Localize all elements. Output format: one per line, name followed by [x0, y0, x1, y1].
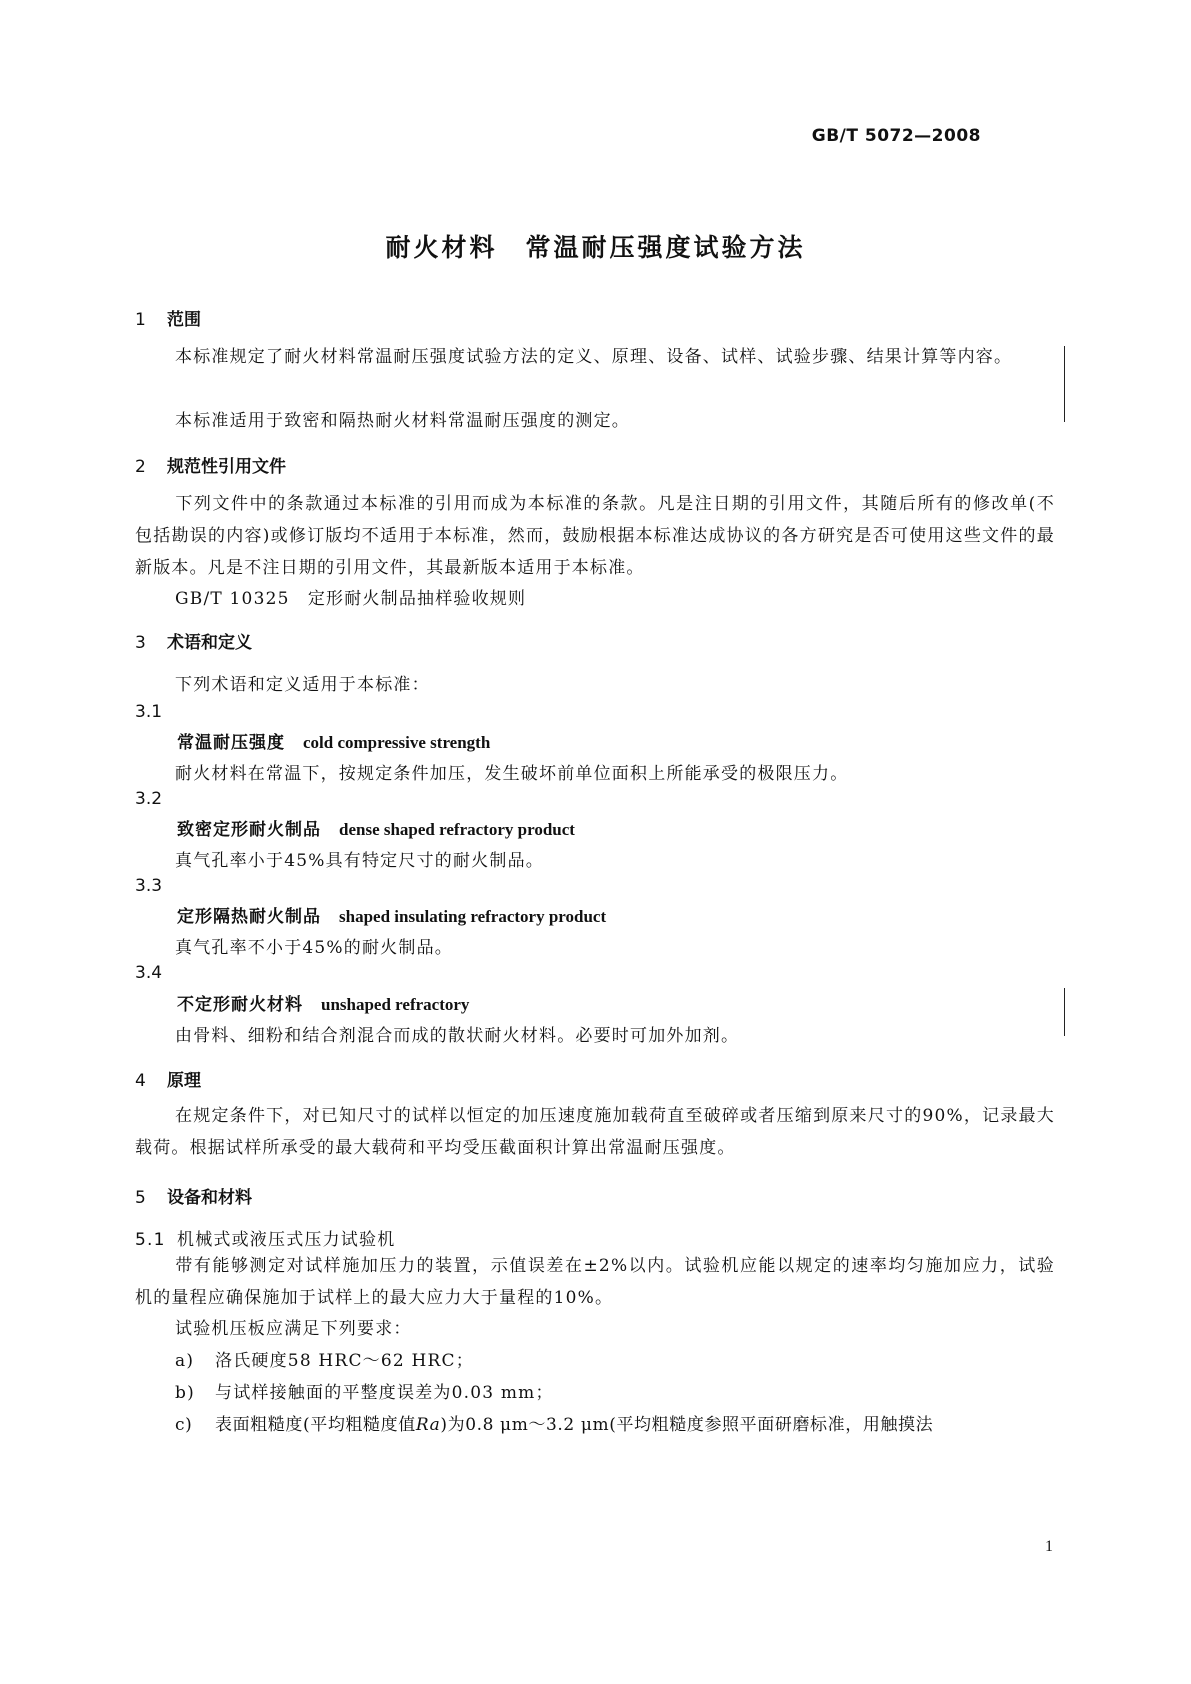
term-heading: 不定形耐火材料 unshaped refractory [177, 995, 470, 1015]
change-bar [1064, 346, 1065, 422]
section-4-paragraph-1: 在规定条件下，对已知尺寸的试样以恒定的加压速度施加载荷直至破碎或者压缩到原来尺寸的90%，记录最大载荷。根据试样所承受的最大载荷和平均受压截面积计算出常温耐压强度。 [135, 1106, 1055, 1158]
page-title: 耐火材料 常温耐压强度试验方法 [385, 233, 806, 262]
section-1-heading: 1 范围 [135, 310, 201, 330]
section-1-paragraph-2: 本标准适用于致密和隔热耐火材料常温耐压强度的测定。 [175, 411, 630, 431]
term-number: 3.2 [135, 789, 163, 809]
term-number: 3.1 [135, 702, 163, 722]
change-bar [1064, 988, 1065, 1036]
section-5-paragraph-1: 带有能够测定对试样施加压力的装置，示值误差在±2%以内。试验机应能以规定的速率均匀施加应力，试验机的量程应确保施加于试样上的最大应力大于量程的10%。 [135, 1256, 1055, 1308]
list-item: c) 表面粗糙度(平均粗糙度值Ra)为0.8 μm～3.2 μm(平均粗糙度参照平面研磨标准，用触摸法 [175, 1415, 934, 1435]
term-definition: 耐火材料在常温下，按规定条件加压，发生破坏前单位面积上所能承受的极限压力。 [175, 764, 849, 784]
section-3-intro: 下列术语和定义适用于本标准： [175, 675, 430, 695]
list-item: b) 与试样接触面的平整度误差为0.03 mm； [175, 1383, 554, 1403]
document-number: GB/T 5072—2008 [811, 126, 981, 146]
subsection-5-1-heading: 5.1 机械式或液压式压力试验机 [135, 1230, 396, 1250]
section-5-paragraph-2: 试验机压板应满足下列要求： [175, 1319, 412, 1339]
term-definition: 由骨料、细粉和结合剂混合而成的散状耐火材料。必要时可加外加剂。 [175, 1026, 740, 1046]
section-3-heading: 3 术语和定义 [135, 633, 252, 653]
section-2-heading: 2 规范性引用文件 [135, 457, 286, 477]
section-2-paragraph-1: 下列文件中的条款通过本标准的引用而成为本标准的条款。凡是注日期的引用文件，其随后所有的修改单(不包括勘误的内容)或修订版均不适用于本标准，然而，鼓励根据本标准达成协议的各方研究是否可使用这些文件的最新版本。凡是不注日期的引用文件，其最新版本适用于本标准。 [135, 494, 1055, 578]
term-definition: 真气孔率小于45%具有特定尺寸的耐火制品。 [175, 851, 544, 871]
term-definition: 真气孔率不小于45%的耐火制品。 [175, 938, 453, 958]
term-heading: 致密定形耐火制品 dense shaped refractory product [177, 820, 575, 840]
page-number: 1 [1045, 1538, 1053, 1555]
list-item: a) 洛氏硬度58 HRC～62 HRC； [175, 1351, 474, 1371]
section-1-paragraph-1: 本标准规定了耐火材料常温耐压强度试验方法的定义、原理、设备、试样、试验步骤、结果计算等内容。 [175, 347, 1013, 367]
term-heading: 定形隔热耐火制品 shaped insulating refractory product [177, 907, 607, 927]
normative-reference: GB/T 10325 定形耐火制品抽样验收规则 [175, 589, 527, 609]
term-heading: 常温耐压强度 cold compressive strength [177, 733, 491, 753]
section-5-heading: 5 设备和材料 [135, 1188, 252, 1208]
section-4-heading: 4 原理 [135, 1071, 201, 1091]
term-number: 3.4 [135, 963, 163, 983]
term-number: 3.3 [135, 876, 163, 896]
